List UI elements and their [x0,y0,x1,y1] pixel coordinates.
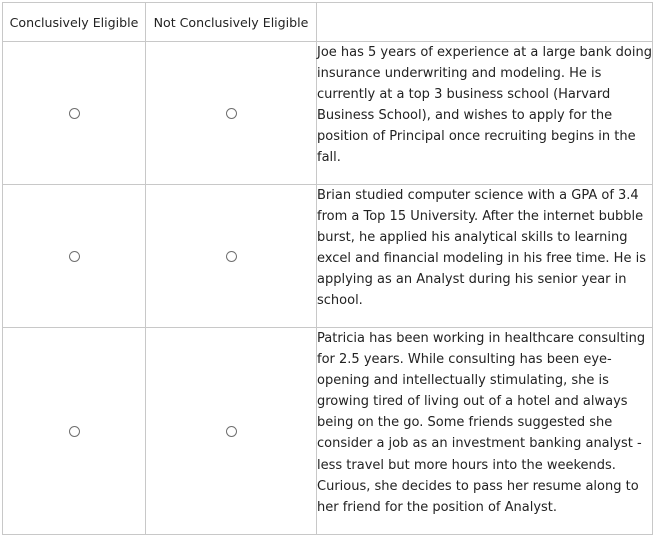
radio-conclusively-eligible-joe[interactable] [69,108,80,119]
description-brian: Brian studied computer science with a GPA of 3.4 from a Top 15 University. After the internet bubble burst, he applied his analytical skills to learning excel and financial modeling in his free time. He is applying as an Analyst during his senior year in school. [317,185,653,328]
matrix-row-patricia [3,328,653,535]
matrix-row-joe [3,42,653,185]
header-not-conclusively-eligible: Not Conclusively Eligible [146,3,317,42]
cell-conclusively-eligible [3,328,146,535]
radio-not-conclusively-eligible-joe[interactable] [226,108,237,119]
header-row [3,3,653,42]
radio-conclusively-eligible-brian[interactable] [69,251,80,262]
eligibility-matrix [2,2,653,535]
description-joe: Joe has 5 years of experience at a large bank doing insurance underwriting and modeling. He is currently at a top 3 business school (Harvard Business School), and wishes to apply for the position of Principal once recruiting begins in the fall. [317,42,653,185]
header-description [317,3,653,42]
cell-conclusively-eligible [3,42,146,185]
cell-not-conclusively-eligible [146,185,317,328]
radio-not-conclusively-eligible-patricia[interactable] [226,426,237,437]
matrix-row-brian [3,185,653,328]
header-conclusively-eligible: Conclusively Eligible [3,3,146,42]
radio-conclusively-eligible-patricia[interactable] [69,426,80,437]
cell-conclusively-eligible [3,185,146,328]
description-patricia: Patricia has been working in healthcare consulting for 2.5 years. While consulting has been eye-opening and intellectually stimulating, she is growing tired of living out of a hotel and always being on the go. Some friends suggested she consider a job as an investment banking analyst - less travel but more hours into the weekends. Curious, she decides to pass her resume along to her friend for the position of Analyst. [317,328,653,535]
cell-not-conclusively-eligible [146,328,317,535]
radio-not-conclusively-eligible-brian[interactable] [226,251,237,262]
cell-not-conclusively-eligible [146,42,317,185]
